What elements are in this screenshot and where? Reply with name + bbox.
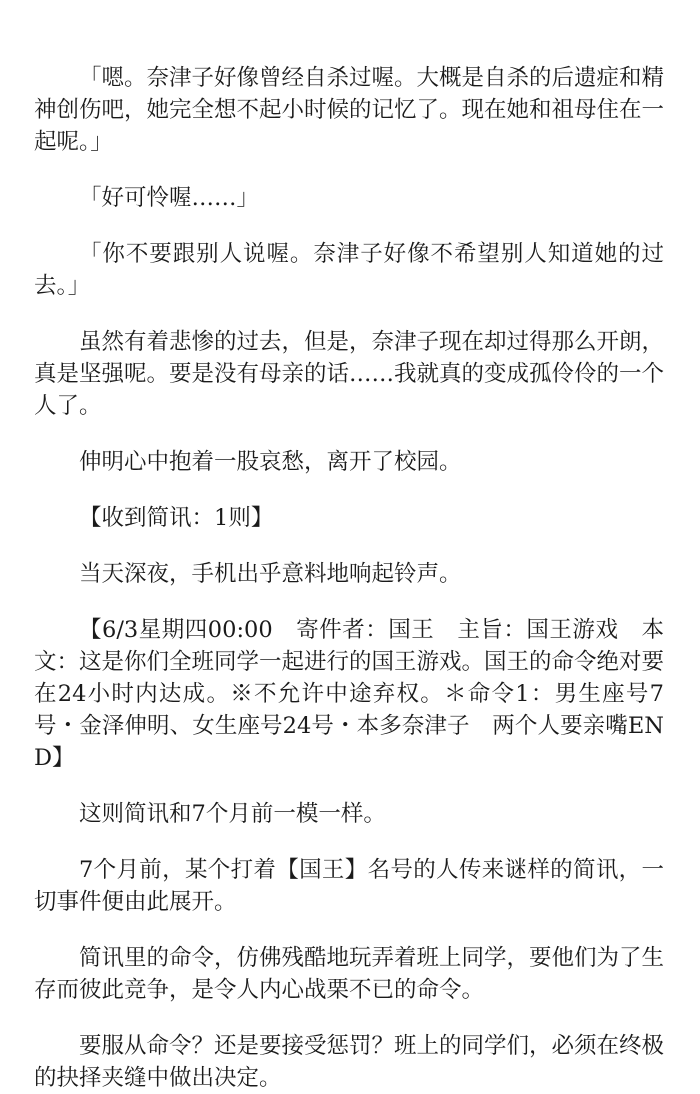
- paragraph-12: 要服从命令？还是要接受惩罚？班上的同学们，必须在终极的抉择夹缝中做出决定。: [34, 1033, 665, 1091]
- paragraph-7: 当天深夜，手机出乎意料地响起铃声。: [79, 561, 462, 587]
- paragraph-10: 7个月前，某个打着【国王】名号的人传来谜样的简讯，一切事件便由此展开。: [34, 857, 664, 915]
- paragraph-5: 伸明心中抱着一股哀愁，离开了校园。: [79, 449, 462, 475]
- paragraph-8-text-message: 【6/3星期四00:00 寄件者：国王 主旨：国王游戏 本文：这是你们全班同学一起进行的国王游戏。国王的命令绝对要在24小时内达成。※不允许中途弃权。＊命令1：男生座号7号・金泽伸明、女生座号24号・本多奈津子 两个人要亲嘴END】: [34, 617, 665, 771]
- paragraph-1: 「嗯。奈津子好像曾经自杀过喔。大概是自杀的后遗症和精神创伤吧，她完全想不起小时候的记忆了。现在她和祖母住在一起呢。」: [34, 65, 665, 155]
- paragraph-4: 虽然有着悲惨的过去，但是，奈津子现在却过得那么开朗，真是坚强呢。要是没有母亲的话……我就真的变成孤伶伶的一个人了。: [34, 329, 665, 419]
- paragraph-2: 「好可怜喔……」: [79, 185, 260, 211]
- paragraph-9: 这则简讯和7个月前一模一样。: [79, 801, 386, 827]
- paragraph-6: 【收到简讯：1则】: [79, 505, 274, 531]
- paragraph-3: 「你不要跟别人说喔。奈津子好像不希望别人知道她的过去。」: [34, 241, 664, 299]
- paragraph-11: 简讯里的命令，仿佛残酷地玩弄着班上同学，要他们为了生存而彼此竞争，是令人内心战栗不已的命令。: [34, 945, 665, 1003]
